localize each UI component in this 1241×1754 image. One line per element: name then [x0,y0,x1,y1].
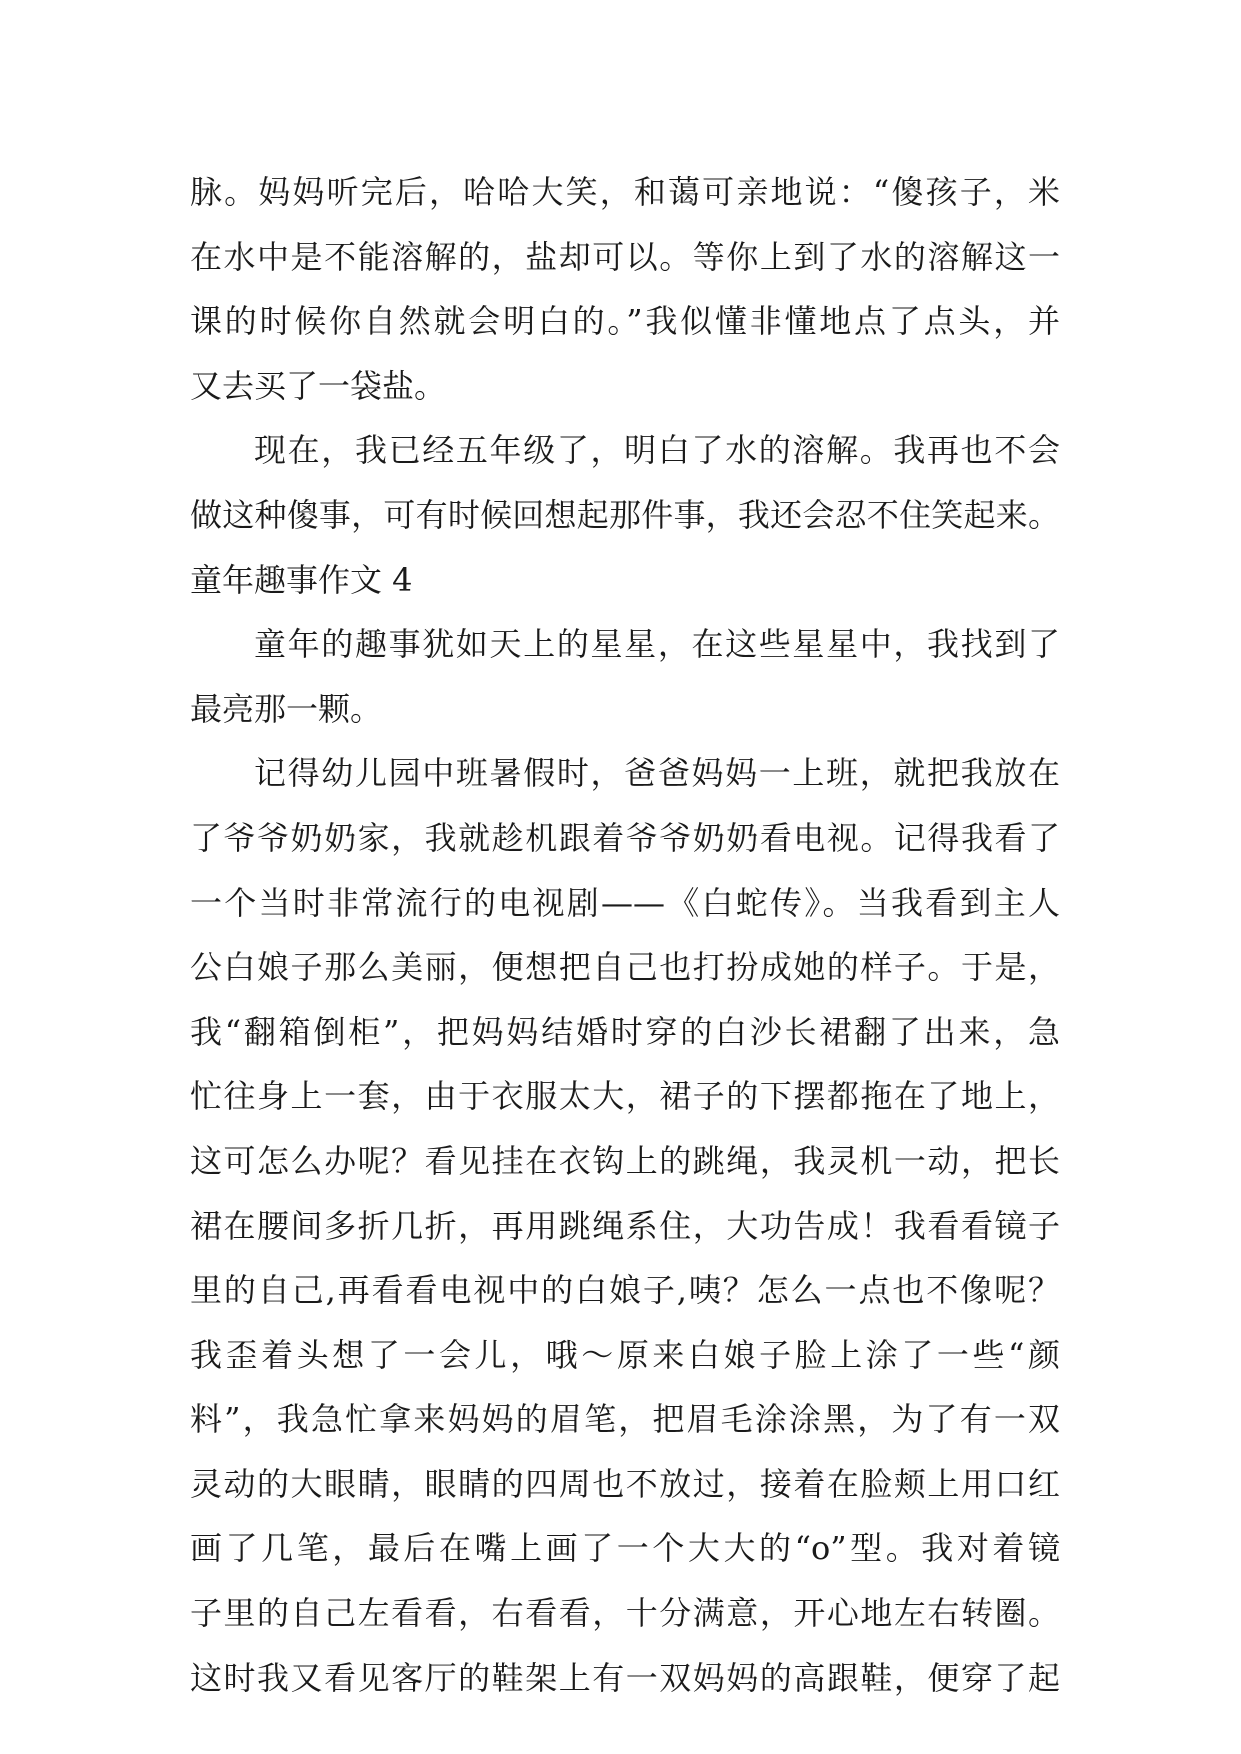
text-line: 里的自己,再看看电视中的白娘子,咦？怎么一点也不像呢？ [190,1271,1060,1310]
text-line: 灵动的大眼睛，眼睛的四周也不放过，接着在脸颊上用口红 [190,1464,1060,1503]
text-line: 童年的趣事犹如天上的星星，在这些星星中，我找到了 [254,625,1060,664]
document-body [190,160,1060,1710]
text-line: 一个当时非常流行的电视剧——《白蛇传》。当我看到主人 [190,883,1060,922]
text-line: 忙往身上一套，由于衣服太大，裙子的下摆都拖在了地上， [190,1077,1060,1116]
text-line: 又去买了一袋盐。 [190,366,447,405]
text-line: 脉。妈妈听完后，哈哈大笑，和蔼可亲地说：“傻孩子，米 [190,173,1060,211]
text-line: 最亮那一颗。 [190,689,383,728]
text-line: 裙在腰间多折几折，再用跳绳系住，大功告成！我看看镜子 [190,1206,1060,1245]
text-line: 做这种傻事，可有时候回想起那件事，我还会忍不住笑起来。 [190,495,1060,534]
text-line: 这时我又看见客厅的鞋架上有一双妈妈的高跟鞋，便穿了起 [190,1658,1060,1697]
text-line: 在水中是不能溶解的，盐却可以。等你上到了水的溶解这一 [190,237,1060,276]
text-line: 子里的自己左看看，右看看，十分满意，开心地左右转圈。 [190,1594,1060,1633]
text-line: 这可怎么办呢？看见挂在衣钩上的跳绳，我灵机一动，把长 [190,1141,1060,1180]
text-line: 了爷爷奶奶家，我就趁机跟着爷爷奶奶看电视。记得我看了 [190,818,1060,857]
text-line: 记得幼儿园中班暑假时，爸爸妈妈一上班，就把我放在 [254,754,1060,793]
text-line: 料”，我急忙拿来妈妈的眉笔，把眉毛涂涂黑，为了有一双 [190,1400,1060,1439]
text-line: 公白娘子那么美丽，便想把自己也打扮成她的样子。于是， [190,948,1060,987]
text-line: 我“翻箱倒柜”，把妈妈结婚时穿的白沙长裙翻了出来，急 [190,1012,1060,1051]
text-line: 课的时候你自然就会明白的。”我似懂非懂地点了点头，并 [190,302,1060,341]
text-line: 我歪着头想了一会儿，哦～原来白娘子脸上涂了一些“颜 [190,1335,1060,1374]
section-heading: 童年趣事作文 4 [190,560,413,599]
text-line: 画了几笔，最后在嘴上画了一个大大的“o”型。我对着镜 [190,1529,1060,1568]
text-line: 现在，我已经五年级了，明白了水的溶解。我再也不会 [254,431,1060,470]
